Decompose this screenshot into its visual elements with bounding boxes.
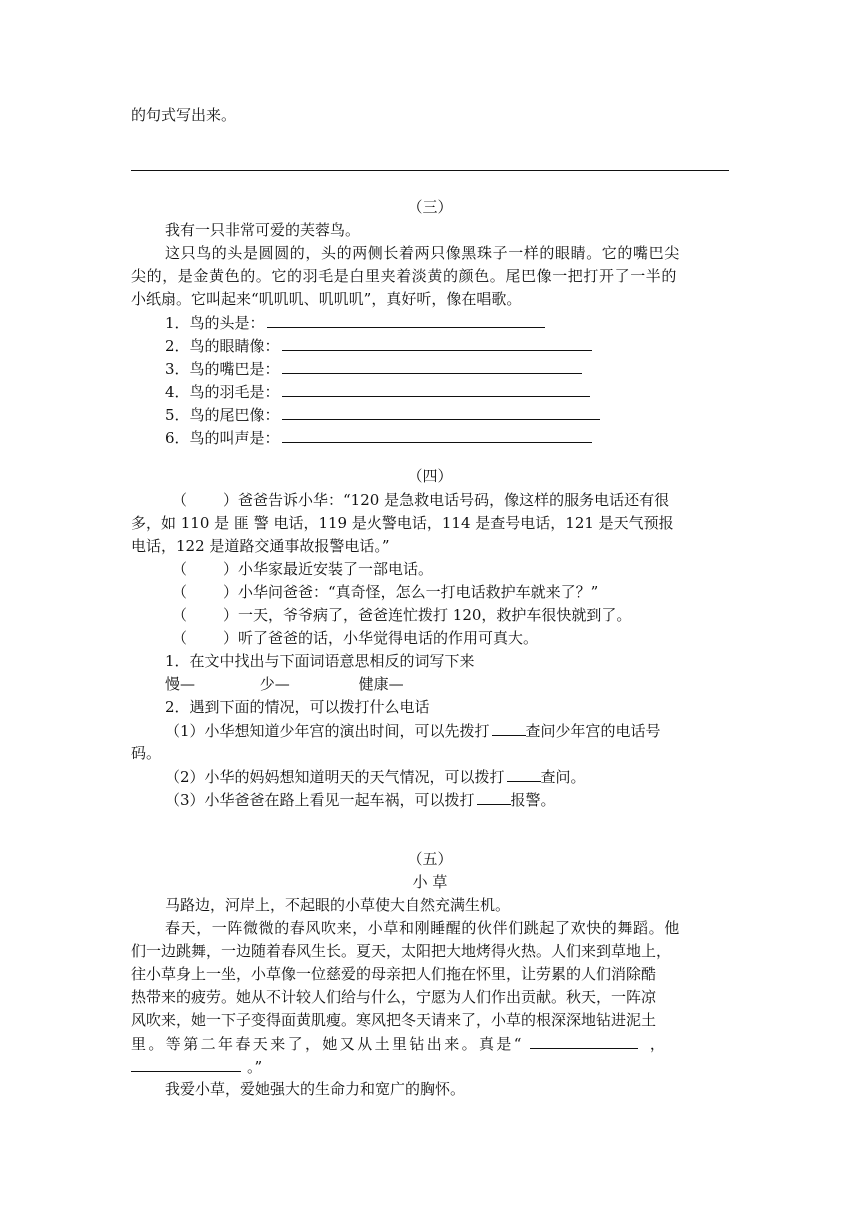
answer-blank[interactable] (507, 765, 541, 782)
answer-blank[interactable] (282, 380, 590, 397)
section-3-heading: （三） (407, 198, 453, 216)
s5-para-line: 往小草身上一坐，小草像一位慈爱的母亲把人们拖在怀里，让劳累的人们消除酷 (131, 965, 657, 983)
previous-question-tail: 的句式写出来。 (131, 106, 237, 124)
order-sentence: ）小华家最近安装了一部电话。 (223, 560, 434, 578)
s3-question-4 (165, 380, 590, 403)
s4-item-1-cont: 码。 (131, 744, 162, 762)
antonym-few: 少— (259, 675, 290, 693)
line-text: 。” (247, 1058, 263, 1076)
s4-order-line (172, 627, 538, 649)
answer-line[interactable] (131, 170, 729, 171)
paren-open: （ (172, 560, 188, 578)
s4-order-line (172, 581, 598, 603)
question-label: 4．鸟的羽毛是： (165, 383, 280, 401)
s3-question-5 (165, 403, 600, 426)
item-text: （1）小华想知道少年宫的演出时间，可以先拨打 (165, 722, 490, 740)
answer-blank[interactable] (282, 334, 592, 351)
s4-question-2: 2．遇到下面的情况，可以拨打什么电话 (165, 698, 430, 716)
s4-order-line (172, 604, 631, 626)
s5-para-line: 我爱小草，爱她强大的生命力和宽广的胸怀。 (165, 1080, 466, 1098)
answer-blank[interactable] (282, 357, 582, 374)
s5-para-line: 热带来的疲劳。她从不计较人们给与什么，宁愿为人们作出贡献。秋天，一阵凉 (131, 988, 657, 1006)
antonym-slow: 慢— (165, 675, 196, 693)
s4-order-line (172, 489, 669, 511)
s3-para-line: 小纸扇。它叫起来“叽叽叽、叽叽叽”，真好听，像在唱歌。 (131, 290, 522, 308)
s5-para-line: 马路边，河岸上，不起眼的小草使大自然充满生机。 (165, 896, 511, 914)
s5-para-line: 春天，一阵微微的春风吹来，小草和刚睡醒的伙伴们跳起了欢快的舞蹈。他 (165, 919, 680, 937)
s5-para-line: 们一边跳舞，一边随着春风生长。夏天，太阳把大地烤得火热。人们来到草地上， (131, 942, 672, 960)
s4-item-2 (165, 765, 586, 788)
question-label: 5．鸟的尾巴像： (165, 406, 280, 424)
s4-para-line: 电话，122 是道路交通事故报警电话。” (131, 537, 390, 555)
s3-para-line: 这只鸟的头是圆圆的，头的两侧长着两只像黑珠子一样的眼睛。它的嘴巴尖 (165, 244, 680, 262)
question-label: 2．鸟的眼睛像： (165, 337, 280, 355)
s4-item-3 (165, 788, 556, 811)
answer-blank[interactable] (492, 719, 526, 736)
s4-para-line: 多，如 110 是 匪 警 电话，119 是火警电话，114 是查号电话，121 是天气预报 (131, 514, 674, 532)
s4-item-1 (165, 719, 661, 742)
item-text: （3）小华爸爸在路上看见一起车祸，可以拨打 (165, 791, 475, 809)
s5-para-line (131, 1055, 262, 1078)
paren-open: （ (172, 629, 188, 647)
s3-question-2 (165, 334, 592, 357)
s3-question-6 (165, 426, 592, 449)
s3-question-3 (165, 357, 582, 380)
s5-para-line: 风吹来，她一下子变得面黄肌瘦。寒风把冬天请来了，小草的根深深地钻进泥土 (131, 1011, 657, 1029)
passage-title: 小 草 (412, 873, 448, 891)
order-sentence: ）听了爸爸的话，小华觉得电话的作用可真大。 (223, 629, 539, 647)
item-text: 查问少年宫的电话号 (525, 722, 661, 740)
line-text: ， (649, 1035, 668, 1053)
antonym-healthy: 健康— (358, 675, 404, 693)
answer-blank[interactable] (477, 788, 511, 805)
s5-para-line (131, 1032, 667, 1055)
s3-intro: 我有一只非常可爱的芙蓉鸟。 (165, 221, 361, 239)
item-text: （2）小华的妈妈想知道明天的天气情况，可以拨打 (165, 768, 505, 786)
paren-open: （ (172, 491, 188, 509)
s3-question-1 (165, 311, 545, 334)
s4-order-line (172, 558, 433, 580)
s3-para-line: 尖的，是金黄色的。它的羽毛是白里夹着淡黄的颜色。尾巴像一把打开了一半的 (131, 267, 678, 285)
item-text: 报警。 (510, 791, 556, 809)
section-5-heading: （五） (407, 850, 453, 868)
section-4-heading: （四） (407, 467, 453, 485)
question-label: 6．鸟的叫声是： (165, 429, 280, 447)
answer-blank[interactable] (530, 1032, 638, 1049)
answer-blank[interactable] (131, 1055, 241, 1072)
answer-blank[interactable] (282, 403, 600, 420)
s4-question-1: 1．在文中找出与下面词语意思相反的词写下来 (165, 652, 475, 670)
item-text: 查问。 (540, 768, 586, 786)
question-label: 3．鸟的嘴巴是： (165, 360, 280, 378)
paren-open: （ (172, 606, 188, 624)
answer-blank[interactable] (267, 311, 545, 328)
answer-blank[interactable] (282, 426, 592, 443)
order-sentence: ）小华问爸爸：“真奇怪，怎么一打电话救护车就来了？” (223, 583, 599, 601)
s4-antonym-row (165, 673, 464, 695)
s4-para-line: ）爸爸告诉小华：“120 是急救电话号码，像这样的服务电话还有很 (223, 491, 670, 509)
line-text: 里。等第二年春天来了，她又从土里钻出来。真是“ (131, 1035, 524, 1053)
order-sentence: ）一天，爷爷病了，爸爸连忙拨打 120，救护车很快就到了。 (223, 606, 632, 624)
paren-open: （ (172, 583, 188, 601)
question-label: 1．鸟的头是： (165, 314, 265, 332)
